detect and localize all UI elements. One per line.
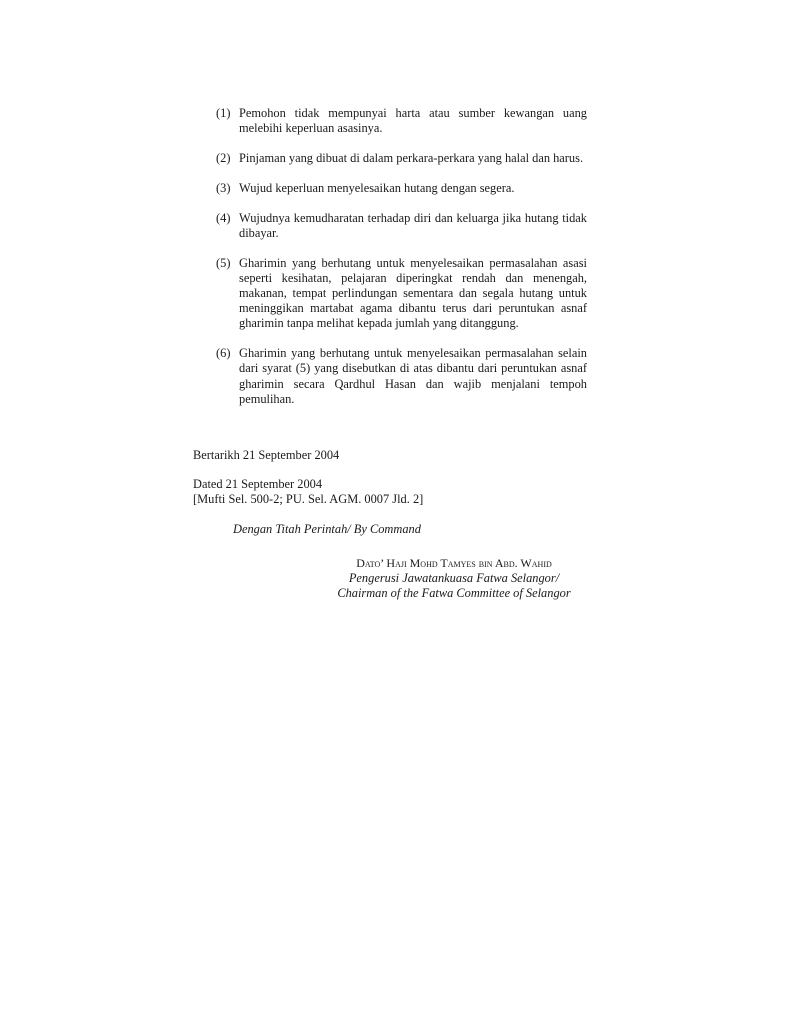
item-text: Pinjaman yang dibuat di dalam perkara-perkara yang halal dan harus.: [239, 151, 584, 165]
by-command: Dengan Titah Perintah/ By Command: [233, 522, 421, 536]
item-number: (1): [216, 106, 231, 120]
signature-block: [332, 556, 576, 602]
item-number: (2): [216, 151, 231, 165]
signatory-title-en: Chairman of the Fatwa Committee of Selangor: [337, 586, 571, 601]
dated-block: [193, 477, 423, 507]
item-number: (3): [216, 180, 231, 195]
list-item: [216, 181, 587, 196]
list-item: [216, 346, 587, 407]
item-text: Wujud keperluan menyelesaikan hutang dengan segera.: [239, 180, 515, 195]
item-text: Gharimin yang berhutang untuk menyelesaikan permasalahan asasi seperti kesihatan, pelajaran diperingkat rendah dan menengah, makanan, tempat perlindungan sementara dan segala hutang untuk meninggikan martabat agama dibantu terus dari peruntukan asnaf gharimin tanpa melihat kepada jumlah yang ditanggung.: [239, 255, 587, 331]
list-item: [216, 256, 587, 332]
list-item: [216, 151, 587, 166]
conditions-list: [216, 106, 587, 422]
item-number: (5): [216, 255, 231, 270]
dated-date: Dated 21 September 2004: [193, 477, 323, 491]
list-item: [216, 211, 587, 241]
item-text: Gharimin yang berhutang untuk menyelesaikan permasalahan selain dari syarat (5) yang disebutkan di atas dibantu dari peruntukan asnaf gharimin secara Qardhul Hasan dan wajib menjalani tempoh pemulihan.: [239, 346, 587, 406]
list-item: [216, 106, 587, 136]
bertarikh-date: Bertarikh 21 September 2004: [193, 448, 340, 462]
reference-number: [Mufti Sel. 500-2; PU. Sel. AGM. 0007 Jld. 2]: [193, 492, 424, 507]
signatory-name: Dato’ Haji Mohd Tamyes bin Abd. Wahid: [356, 556, 552, 570]
item-text: Pemohon tidak mempunyai harta atau sumber kewangan uang melebihi keperluan asasinya.: [239, 106, 587, 136]
item-text: Wujudnya kemudharatan terhadap diri dan keluarga jika hutang tidak dibayar.: [239, 210, 587, 240]
item-number: (4): [216, 210, 231, 225]
item-number: (6): [216, 346, 231, 361]
signatory-title-ms: Pengerusi Jawatankuasa Fatwa Selangor/: [348, 571, 560, 586]
